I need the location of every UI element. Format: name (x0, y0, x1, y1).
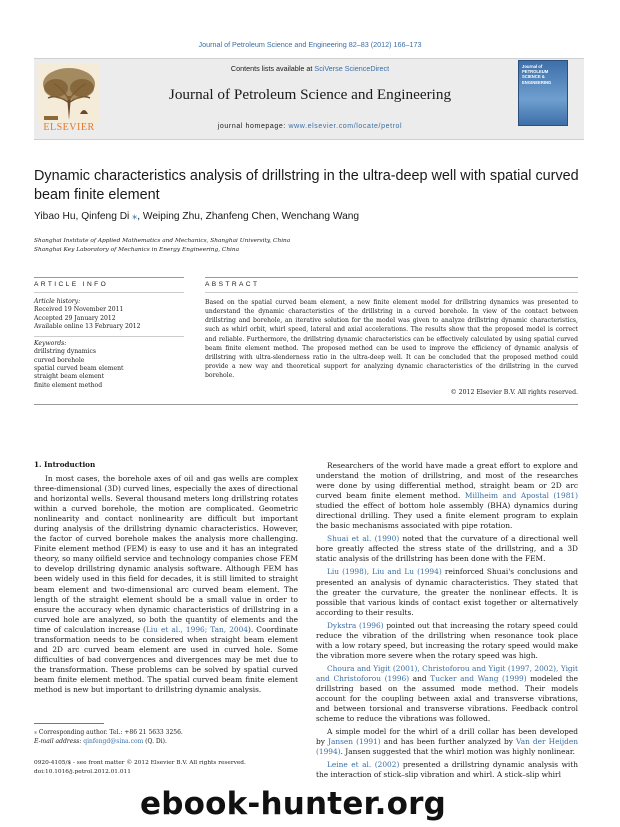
affiliation-1: Shanghai Institute of Applied Mathematics and Mechanics, Shanghai University, China (34, 238, 291, 244)
keyword-item: drillstring dynamics (34, 348, 97, 356)
footnote (34, 728, 298, 746)
doi-line[interactable]: doi:10.1016/j.petrol.2012.01.011 (34, 768, 131, 775)
text: Corresponding author. Tel.: +86 21 5633 3256. (37, 729, 183, 736)
section-title-introduction: 1. Introduction (34, 460, 96, 469)
footnote-email (34, 737, 298, 746)
text: modeled the drillstring based on the assumed mode method. Their models account for the coupling between axial and transverse vibrations, and between torsional and transverse vibrations. Feedback control scheme to reduce the vibrations was followed. (316, 673, 578, 724)
abstract-sub-rule (205, 292, 578, 293)
authors-rest: , Weiping Zhu, Zhanfeng Chen, Wenchang Wang (137, 211, 360, 222)
text: reinforced Shuai's conclusions and presented an analysis of dynamic characteristics. They stated that the greater the curvature, the greater the nonlinear effects. It is possible that various kinds of contact exist together or alternatively according to their results. (316, 567, 578, 617)
citation-link[interactable]: Millheim and Apostal (1981) (464, 491, 578, 501)
paragraph (316, 664, 578, 724)
info-top-rule (34, 277, 184, 278)
journal-cover-text: Journal of PETROLEUM SCIENCE & ENGINEERING (522, 64, 552, 85)
email-link[interactable]: qinfengd@sina.com (83, 738, 144, 745)
text: pointed out that increasing the rotary speed could reduce the vibration of the drillstring when resonance took place with a low rotary speed, but increasing the rotary speed would make the vibration more severe when the rotary speed was high. (316, 620, 578, 660)
info-sub-rule (34, 292, 184, 293)
homepage-prefix: journal homepage: (217, 123, 289, 130)
authors-first: Yibao Hu, Qinfeng Di (34, 211, 130, 222)
citation-link[interactable]: Leine et al. (2002) (327, 760, 400, 770)
text: presented a drillstring dynamic analysis with the interaction of stick–slip vibration and whirl. A stick–slip whirl (316, 760, 578, 780)
received-date: Received 19 November 2011 (34, 306, 124, 314)
journal-citation[interactable]: Journal of Petroleum Science and Engineering 82–83 (2012) 166–173 (198, 40, 422, 49)
text: studied the effect of bottom hole assembly (BHA) dynamics during directional drilling. They used a finite element program to explain the basic mechanisms associated with pipe rotation. (316, 501, 578, 531)
author-list (34, 211, 594, 222)
paragraph (316, 534, 578, 564)
corresponding-author-star[interactable]: ⁎ (132, 211, 138, 222)
history-label: Article history: (34, 298, 81, 305)
citation-link[interactable]: Liu et al., 1996; Tan, 2004 (145, 624, 249, 634)
citation-link[interactable]: Liu (1998), Liu and Lu (1994) (327, 567, 442, 577)
article-info-block (34, 298, 184, 390)
citation-link[interactable]: Tucker and Wang (1999) (430, 673, 527, 683)
keyword-item: curved borehole (34, 356, 85, 364)
text: noted that the curvature of a directional well bore greatly affected the stress state of the drillstring, and a 3D static analysis of the drillstring has been done with the FEM. (316, 534, 578, 564)
paragraph (316, 727, 578, 757)
text: Researchers of the world have made a great effort to explore and understand the motion of drillstring, and most of the researches were done by using differential method, straight beam or 2D arc curved beam finite element method. (316, 461, 578, 501)
keywords-label: Keywords: (34, 340, 67, 348)
footnote-star: ⁎ (34, 729, 37, 736)
text: A simple model for the whirl of a drill collar has been developed by (316, 727, 578, 747)
citation-link[interactable]: Van der Heijden (1994) (316, 737, 578, 757)
citation-link[interactable]: Dykstra (1996) (327, 620, 384, 630)
contents-prefix: Contents lists available at (230, 64, 313, 73)
homepage-link[interactable]: www.elsevier.com/locate/petrol (288, 123, 403, 130)
online-date: Available online 13 February 2012 (34, 322, 141, 330)
citation-link[interactable]: Choura and Yigit (2001), Christoforou and Yigit (1997, 2002), Yigit and Christoforou (1996) (316, 663, 578, 683)
keyword-item: spatial curved beam element (34, 365, 124, 373)
paragraph (316, 621, 578, 661)
publisher-logo-text: ELSEVIER (43, 122, 95, 133)
abstract-copyright: © 2012 Elsevier B.V. All rights reserved. (450, 389, 578, 396)
paragraph (34, 474, 298, 695)
article-title: Dynamic characteristics analysis of drillstring in the ultra-deep well with spatial curved beam finite element (34, 168, 579, 203)
abstract-text: Based on the spatial curved beam element, a new finite element model for drillstring dynamics was presented to understand the dynamic characteristics of the drillstring in a curved borehole. In view of the contact between drillstring and borehole, an iterative solution for the model was given to analyze drillstring dynamic characteristics, such as whirl orbit, whirl speed, lateral and axial accelerations. The results show that the proposed model is correct and reliable. Furthermore, the drillstring dynamic characteristics can be effectively calculated by using spatial curved beam finite element method. The proposed method can be used to improve the efficiency of dynamic analysis of drillstring with ultra-slenderness ratio in the ultra-deep well. It can be concluded that the proposed method could provide a new way and theoretical support for analyzing dynamic characteristics of the drillstring in the curved borehole. (205, 299, 578, 380)
paragraph (316, 760, 578, 780)
text: (Q. Di). (143, 738, 167, 745)
paragraph (316, 567, 578, 617)
contents-line (110, 64, 510, 73)
issn-line: 0920-4105/$ - see front matter © 2012 Elsevier B.V. All rights reserved. (34, 760, 246, 766)
keyword-item: finite element method (34, 381, 103, 389)
accepted-date: Accepted 29 January 2012 (34, 314, 116, 322)
body-column-left (34, 474, 298, 698)
paragraph (316, 461, 578, 531)
text: E-mail address: (34, 738, 84, 745)
info-divider (34, 336, 184, 337)
text: In most cases, the borehole axes of oil and gas wells are complex three-dimensional (3D) curved lines, especially the axes of directional and horizontal wells. Several thousand meters long drillstring rotates within a curved borehole, the motion are complicated. Geometric nonlinearity and contact nonlinearity are difficult but important during analysis of the drillstring dynamic characteristics. However, the factor of curved borehole makes the analysis more challenging. Finite element method (FEM) is easy to use and it has an integrated theory, so many oilfield service and technology companies chose FEM to develop drillstring dynamic analysis software. Although FEM has been widely used in this field for decades, it is still limited to straight beam element and two-dimensional arc curved beam element. The length of the straight element should be a small value in order to ensure the accuracy when dynamic characteristics of drillstring in a curved hole are analyzed, so both the quantity of elements and the time of calculation increase ( (34, 474, 298, 634)
sciencedirect-link[interactable]: SciVerse ScienceDirect (314, 64, 390, 73)
text: ). Coordinate transformation needs to be considered when straight beam element and 2D arc curved beam element are used in curved hole. Some difficulties of bad convergences and divergences may be met due to the transformation. These problems can be solved by spatial curved beam finite element method. The spatial curved beam finite element method is new but important to drillstring dynamic analysis. (34, 624, 298, 694)
keyword-item: straight beam element (34, 373, 105, 381)
citation-link[interactable]: Jansen (1991) (327, 737, 381, 747)
body-column-right (316, 461, 578, 783)
affiliations (34, 237, 434, 255)
text: and (409, 673, 431, 683)
article-info-heading: ARTICLE INFO (34, 281, 109, 288)
abstract-heading: ABSTRACT (205, 281, 260, 288)
text: and has been further analyzed by (380, 737, 517, 747)
abstract-bottom-rule (34, 404, 578, 405)
footnote-corresponding (34, 728, 298, 737)
footnote-rule (34, 723, 104, 724)
page-footer (34, 759, 334, 776)
journal-title: Journal of Petroleum Science and Engineering (168, 86, 452, 103)
homepage-line (110, 123, 510, 130)
text: . Jansen suggested that the whirl motion was highly nonlinear. (340, 747, 575, 757)
citation-link[interactable]: Shuai et al. (1990) (327, 534, 400, 544)
affiliation-2: Shanghai Key Laboratory of Mechanics in Energy Engineering, China (34, 247, 240, 253)
watermark-text: ebook-hunter.org (140, 786, 446, 822)
abstract-top-rule (205, 277, 578, 278)
